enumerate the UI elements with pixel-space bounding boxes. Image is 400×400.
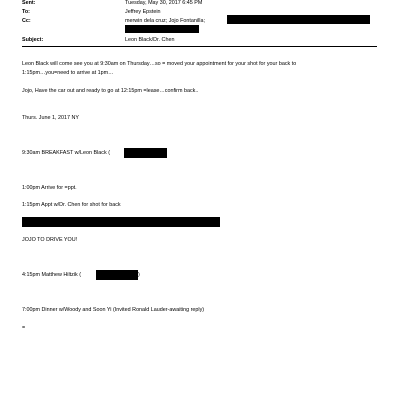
body-paragraph-1-line-2: 1:15pm…you=need to arrive at 1pm… <box>22 70 114 76</box>
body-paragraph-1-line-1: Leon Black will come see you at 9:30am on Thursday…so = moved your appointment for your shot for your back to <box>22 61 297 67</box>
appointment-redaction <box>22 217 220 227</box>
end-mark: = <box>22 325 26 331</box>
cc-value: merwin dela cruz; Jojo Fontanilla; <box>125 18 205 24</box>
cc-redaction-second-line <box>125 25 199 33</box>
schedule-appointment: 1:15pm Appt w/Dr. Chen for shot for back <box>22 202 121 208</box>
sent-label: Sent: <box>22 0 36 6</box>
schedule-dinner: 7:00pm Dinner w/Woody and Soon Yi (Invited Ronald Lauder-awaiting reply) <box>22 307 205 313</box>
body-paragraph-2: Jojo, Have the car out and ready to go at 12:15pm =lease…confirm back.. <box>22 88 199 94</box>
sent-value: Tuesday, May 30, 2017 6:45 PM <box>125 0 203 6</box>
subject-value: Leon Black/Dr. Chen <box>125 37 175 43</box>
jojo-drive-note: JOJO TO DRIVE YOU! <box>22 237 78 243</box>
schedule-hiltzik: 4:15pm Matthew Hiltzik ( <box>22 272 82 278</box>
hiltzik-redaction <box>96 270 138 280</box>
cc-redaction <box>227 15 370 24</box>
schedule-date: Thurs. June 1, 2017 NY <box>22 115 79 121</box>
cc-label: Cc: <box>22 18 31 24</box>
breakfast-redaction <box>124 148 167 158</box>
hiltzik-close-paren: ) <box>138 272 140 278</box>
to-label: To: <box>22 9 30 15</box>
schedule-breakfast: 9:30am BREAKFAST w/Leon Black ( <box>22 150 110 156</box>
to-value: Jeffrey Epstein <box>125 9 161 15</box>
header-divider <box>22 46 377 47</box>
subject-label: Subject: <box>22 37 44 43</box>
schedule-arrive: 1:00pm Arrive for =ppt. <box>22 185 77 191</box>
